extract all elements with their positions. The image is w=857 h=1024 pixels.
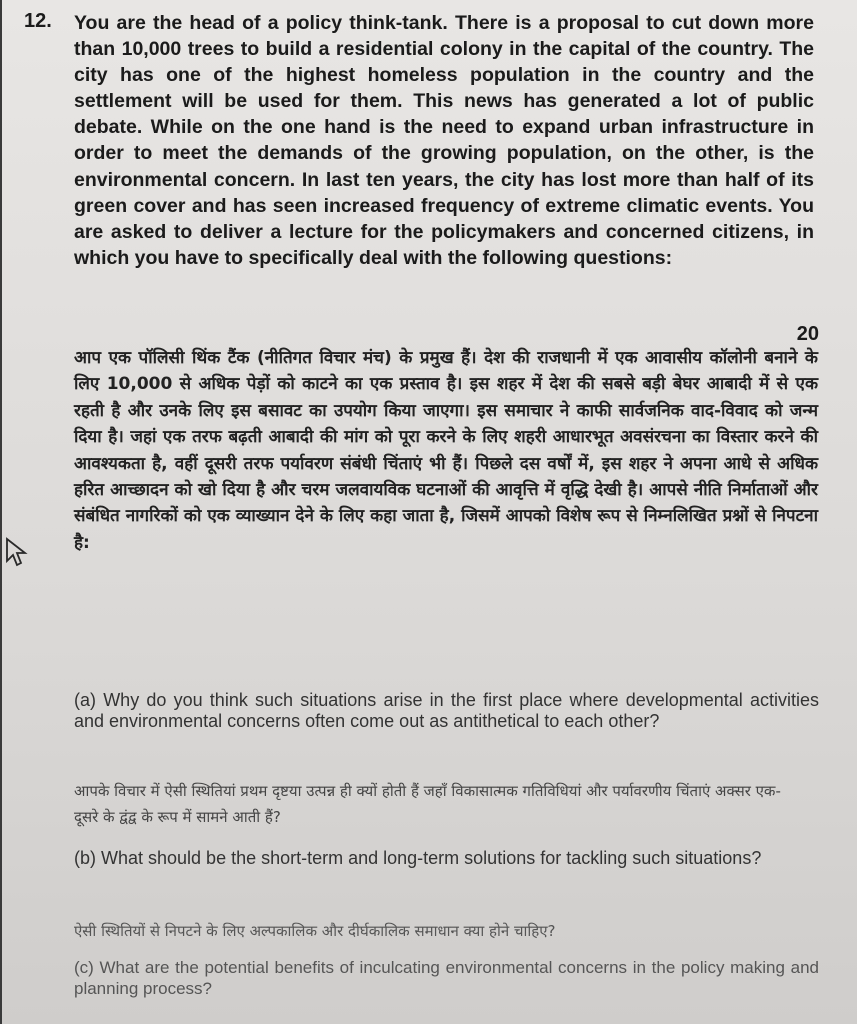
question-text-english: You are the head of a policy think-tank. There is a proposal to cut down more than 10,000 trees to build a residential colony in the capital of the country. The city has one of the highest homeless population in the country and the settlement will be used for them. This news has generated a lot of public debate. While on the one hand is the need to expand urban infrastructure in order to meet the demands of the growing population, on the other, is the environmental concern. In last ten years, the city has lost more than half of its green cover and has seen increased frequency of extreme climatic events. You are asked to deliver a lecture for the policymakers and concerned citizens, in which you have to specifically deal with the following questions:	[74, 12, 814, 269]
sub-question-b-english: (b) What should be the short-term and long-term solutions for tackling such situations?	[74, 848, 762, 868]
question-text-hindi: आप एक पॉलिसी थिंक टैंक (नीतिगत विचार मंच) के प्रमुख हैं। देश की राजधानी में एक आवासीय कॉलोनी बनाने के लिए 10,000 से अधिक पेड़ों को काटने का एक प्रस्ताव है। इस शहर में देश की सबसे बड़ी बेघर आबादी में से एक रहती है और उनके लिए इस बसावट का उपयोग किया जाएगा। इस समाचार ने काफी सार्वजनिक वाद-विवाद को जन्म दिया है। जहां एक तरफ बढ़ती आबादी की मांग को पूरा करने के लिए शहरी आधारभूत अवसंरचना का विस्तार करने की आवश्यकता है, वहीं दूसरी तरफ पर्यावरण संबंधी चिंताएं भी हैं। पिछले दस वर्षों में, इस शहर ने अपना आधे से अधिक हरित आच्छादन को खो दिया है और चरम जलवायविक घटनाओं की आवृत्ति में वृद्धि देखी है। आपसे नीति निर्माताओं और संबंधित नागरिकों को एक व्याख्यान देने के लिए कहा जाता है, जिसमें आपको विशेष रूप से निम्नलिखित प्रश्नों से निपटना है:	[74, 348, 818, 553]
sub-question-a-english: (a) Why do you think such situations arise in the first place where developmental activities and environmental concerns often come out as antithetical to each other?	[74, 690, 819, 731]
sub-question-b-hindi: ऐसी स्थितियों से निपटने के लिए अल्पकालिक और दीर्घकालिक समाधान क्या होने चाहिए?	[74, 922, 556, 940]
pointer-cursor-icon	[4, 535, 28, 569]
sub-question-a-hindi: आपके विचार में ऐसी स्थितियां प्रथम दृष्टया उत्पन्न ही क्यों होती हैं जहाँ विकासात्मक गतिविधियां और पर्यावरणीय चिंताएं अक्सर एक-दूसरे के द्वंद्व के रूप में सामने आती हैं?	[74, 782, 781, 826]
question-number: 12.	[24, 10, 52, 32]
marks-label: 20	[796, 323, 819, 345]
sub-question-c-english: (c) What are the potential benefits of inculcating environmental concerns in the policy making and planning process?	[74, 958, 819, 998]
